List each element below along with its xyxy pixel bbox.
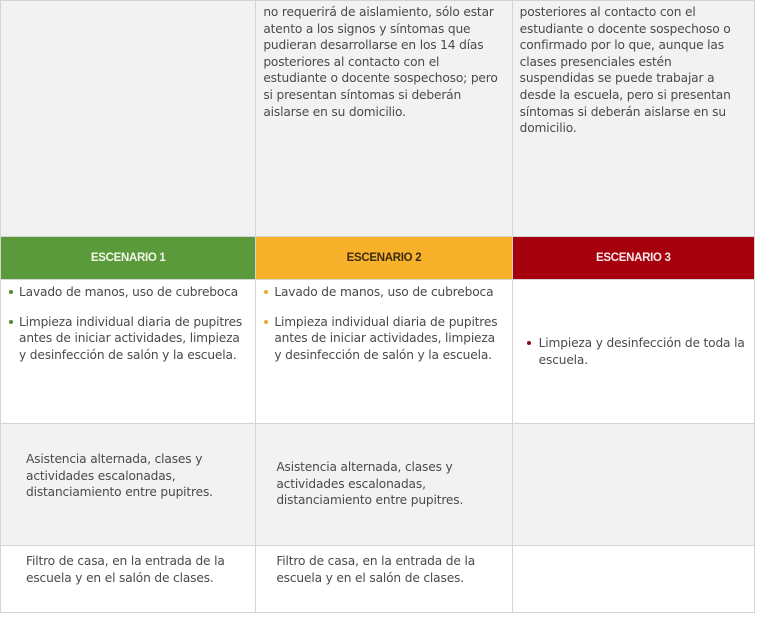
list-item bbox=[262, 314, 505, 364]
list-item-text: Limpieza individual diaria de pupitres antes de iniciar actividades, limpieza y desinfección de salón y la escuela. bbox=[274, 314, 498, 362]
bullet-icon bbox=[264, 290, 268, 294]
isolation-row bbox=[1, 1, 755, 237]
hygiene-list-2 bbox=[256, 280, 511, 363]
list-item bbox=[525, 335, 748, 368]
isolation-text-3: posteriores al contacto con el estudiante o docente sospechoso o confirmado por lo que, aunque las clases presenciales estén suspendidas se puede trabajar a desde la escuela, pero si presentan síntomas si deberán aislarse en su domicilio. bbox=[519, 5, 731, 136]
filter-cell-3 bbox=[512, 546, 754, 613]
distancing-row bbox=[1, 424, 755, 546]
scenario-2-header: ESCENARIO 2 bbox=[256, 237, 512, 280]
list-item bbox=[7, 284, 249, 301]
hygiene-list-3 bbox=[513, 280, 754, 368]
isolation-text-2: no requerirá de aislamiento, sólo estar atento a los signos y síntomas que pudieran desarrollarse en los 14 días posteriores al contacto con el estudiante o docente sospechoso; pero si presentan síntomas si deberán aislarse en su domicilio. bbox=[263, 5, 498, 119]
distancing-text-2: Asistencia alternada, clases y actividades escalonadas, distanciamiento entre pupitres. bbox=[276, 460, 464, 508]
isolation-cell-1 bbox=[1, 1, 256, 237]
filter-cell-1 bbox=[1, 546, 256, 613]
isolation-cell-3 bbox=[512, 1, 754, 237]
list-item-text: Lavado de manos, uso de cubreboca bbox=[274, 285, 494, 299]
filter-text-2: Filtro de casa, en la entrada de la escuela y en el salón de clases. bbox=[276, 554, 476, 585]
distancing-cell-1 bbox=[1, 424, 256, 546]
isolation-cell-2 bbox=[256, 1, 512, 237]
bullet-icon bbox=[264, 320, 268, 324]
hygiene-row bbox=[1, 280, 755, 424]
filter-cell-2 bbox=[256, 546, 512, 613]
distancing-text-1: Asistencia alternada, clases y actividades escalonadas, distanciamiento entre pupitres. bbox=[26, 452, 213, 500]
list-item bbox=[7, 314, 249, 364]
distancing-cell-2 bbox=[256, 424, 512, 546]
filter-row bbox=[1, 546, 755, 613]
isolation-text-1 bbox=[1, 1, 255, 4]
scenario-1-header: ESCENARIO 1 bbox=[1, 237, 256, 280]
scenario-3-header: ESCENARIO 3 bbox=[512, 237, 754, 280]
bullet-icon bbox=[9, 290, 13, 294]
scenario-header-row bbox=[1, 237, 755, 280]
distancing-cell-3 bbox=[512, 424, 754, 546]
hygiene-list-1 bbox=[1, 280, 255, 363]
filter-text-1: Filtro de casa, en la entrada de la escuela y en el salón de clases. bbox=[26, 554, 225, 585]
list-item bbox=[262, 284, 505, 301]
bullet-icon bbox=[527, 341, 531, 345]
bullet-icon bbox=[9, 320, 13, 324]
list-item-text: Limpieza individual diaria de pupitres antes de iniciar actividades, limpieza y desinfección de salón y la escuela. bbox=[19, 314, 243, 362]
list-item-text: Lavado de manos, uso de cubreboca bbox=[19, 285, 239, 299]
list-item-text: Limpieza y desinfección de toda la escuela. bbox=[538, 336, 745, 367]
hygiene-cell-1 bbox=[1, 280, 256, 424]
hygiene-cell-3 bbox=[512, 280, 754, 424]
hygiene-cell-2 bbox=[256, 280, 512, 424]
